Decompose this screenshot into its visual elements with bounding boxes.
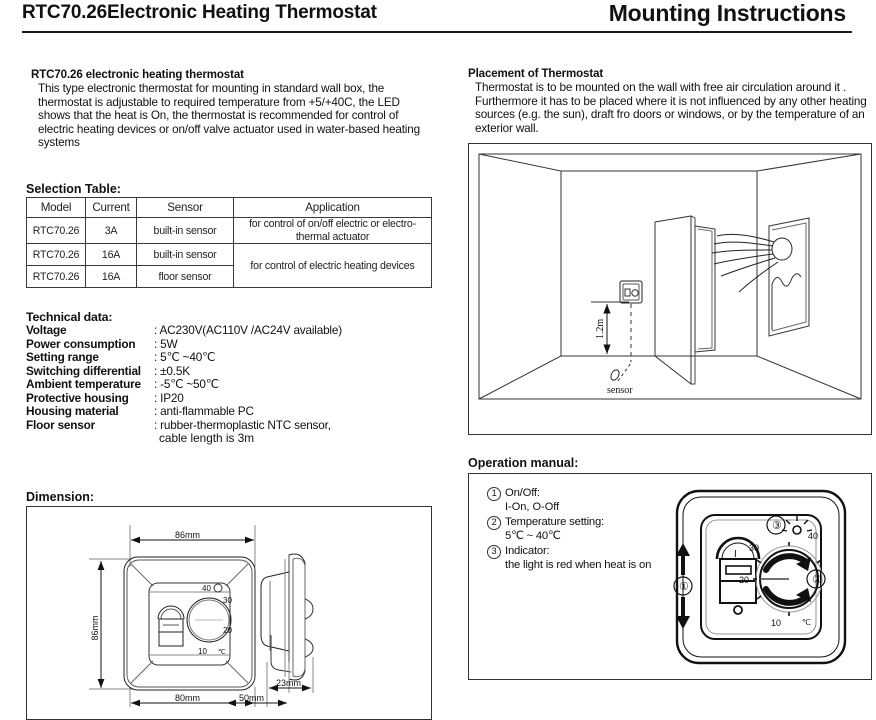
cell-current: 16A — [86, 266, 137, 288]
tech-key: Power consumption — [26, 336, 136, 351]
operation-manual-label: Operation manual: — [468, 456, 579, 470]
callout-2-label: ② — [812, 574, 822, 586]
dial-mark-20: 20 — [739, 575, 750, 585]
step-title: Indicator: — [505, 545, 550, 558]
tech-row — [26, 351, 426, 365]
tech-key: Ambient temperature — [26, 377, 141, 391]
switch-on-label: I — [734, 549, 737, 560]
list-item — [487, 487, 677, 514]
th-model: Model — [27, 198, 86, 218]
tech-value: : AC230V(AC110V /AC24V available) — [154, 323, 342, 337]
table-row — [27, 218, 432, 244]
tech-row — [26, 378, 426, 392]
intro-heading: RTC70.26 electronic heating thermostat — [31, 69, 244, 81]
right-column — [455, 40, 876, 683]
dim-dial-mark-10: 10 — [198, 647, 207, 656]
dim-height-left: 86mm — [90, 615, 100, 641]
dial-mark-10: 10 — [771, 618, 782, 628]
header-right-title: Mounting Instructions — [608, 0, 846, 26]
cell-current: 3A — [86, 218, 137, 244]
dial-mark-40: 40 — [808, 531, 819, 541]
step-subtext: 5℃ ~ 40℃ — [505, 529, 561, 542]
dim-dial-unit: ℃ — [218, 649, 226, 656]
step-body — [505, 516, 677, 543]
sensor-label: sensor — [607, 385, 633, 396]
cell-model: RTC70.26 — [27, 244, 86, 266]
callout-1-label: ① — [679, 581, 689, 593]
cell-application: for control of on/off electric or electro-thermal actuator — [234, 218, 432, 244]
dim-dial-mark-30: 30 — [223, 596, 232, 605]
dial-unit: ℃ — [802, 618, 811, 627]
list-item — [487, 545, 677, 572]
step-number-badge — [487, 545, 505, 572]
th-current: Current — [86, 198, 137, 218]
circled-number-icon: 3 — [487, 545, 501, 559]
tech-key: Switching differential — [26, 363, 141, 378]
placement-heading: Placement of Thermostat — [468, 68, 604, 80]
cell-sensor: floor sensor — [137, 266, 234, 288]
tech-row — [26, 405, 426, 419]
dim-width-bottom: 80mm — [175, 693, 201, 703]
th-sensor: Sensor — [137, 198, 234, 218]
step-body — [505, 545, 677, 572]
dim-depth-front: 23mm — [276, 678, 302, 688]
list-item — [487, 516, 677, 543]
tech-value-continuation: cable length is 3m — [159, 431, 255, 445]
tech-value: : -5℃ ~50℃ — [154, 377, 219, 391]
tech-value: : anti-flammable PC — [154, 404, 254, 418]
tech-row — [26, 419, 426, 433]
cell-application: for control of electric heating devices — [234, 244, 432, 288]
step-subtext: the light is red when heat is on — [505, 558, 652, 571]
dimension-diagram — [26, 506, 432, 720]
tech-row — [26, 392, 426, 406]
tech-value: : ±0.5K — [154, 363, 190, 378]
dial-mark-30: 30 — [749, 543, 760, 553]
tech-row — [26, 324, 426, 338]
technical-data-section — [26, 310, 426, 446]
selection-table — [26, 197, 432, 288]
circled-number-icon: 2 — [487, 516, 501, 530]
tech-key: Housing material — [26, 404, 119, 418]
placement-section — [468, 68, 868, 135]
dim-width-top: 86mm — [175, 530, 201, 540]
tech-row — [26, 365, 426, 379]
step-title: On/Off: — [505, 487, 540, 499]
tech-key: Voltage — [26, 323, 67, 337]
tech-value: : rubber-thermoplastic NTC sensor, — [154, 417, 331, 432]
thermostat-device-illustration — [665, 479, 869, 675]
cell-model: RTC70.26 — [27, 218, 86, 244]
step-title: Temperature setting: — [505, 516, 604, 529]
step-number-badge — [487, 487, 505, 514]
table-header-row — [27, 198, 432, 218]
dim-depth-total: 50mm — [239, 693, 265, 703]
tech-value: : 5℃ ~40℃ — [154, 350, 216, 364]
callout-3-label: ③ — [772, 520, 782, 532]
mount-height-label: 1.2m — [595, 318, 606, 340]
circled-number-icon: 1 — [487, 487, 501, 501]
cell-sensor: built-in sensor — [137, 218, 234, 244]
operation-manual-panel — [468, 473, 872, 680]
tech-value: : IP20 — [154, 390, 184, 405]
table-row — [27, 244, 432, 266]
dim-dial-mark-20: 20 — [223, 626, 232, 635]
technical-data-title: Technical data: — [26, 310, 113, 324]
page-header — [0, 0, 876, 34]
header-divider — [22, 31, 852, 33]
dim-dial-mark-40: 40 — [202, 584, 211, 593]
step-body — [505, 487, 677, 514]
intro-section — [31, 69, 431, 150]
intro-body: This type electronic thermostat for mounting in standard wall box, the thermostat is adjustable to required temperature from +5/+40C, the LED shows that the heat is On, the thermostat is recommended for control of electric heating devices or on/off valve actuator used in water-based heating systems — [38, 82, 420, 150]
operation-steps-list — [487, 487, 677, 575]
header-left-title: RTC70.26Electronic Heating Thermostat — [22, 2, 377, 23]
cell-model: RTC70.26 — [27, 266, 86, 288]
th-application: Application — [234, 198, 432, 218]
step-number-badge — [487, 516, 505, 543]
tech-key: Setting range — [26, 350, 99, 364]
selection-table-label: Selection Table: — [26, 182, 121, 196]
left-column — [0, 40, 455, 703]
tech-value: : 5W — [154, 336, 178, 351]
tech-key: Floor sensor — [26, 417, 96, 432]
room-placement-diagram — [468, 143, 872, 435]
step-subtext: I-On, O-Off — [505, 500, 560, 513]
dimension-label: Dimension: — [26, 490, 95, 504]
cell-sensor: built-in sensor — [137, 244, 234, 266]
tech-row — [26, 338, 426, 352]
tech-key: Protective housing — [26, 390, 129, 405]
placement-body: Thermostat is to be mounted on the wall with free air circulation around it . Furthermore it has to be placed where it is not influenced by any other heating sources (e.g. the sun), draft fro doors or windows, or by the temperature of an exterior wall. — [475, 81, 867, 135]
cell-current: 16A — [86, 244, 137, 266]
